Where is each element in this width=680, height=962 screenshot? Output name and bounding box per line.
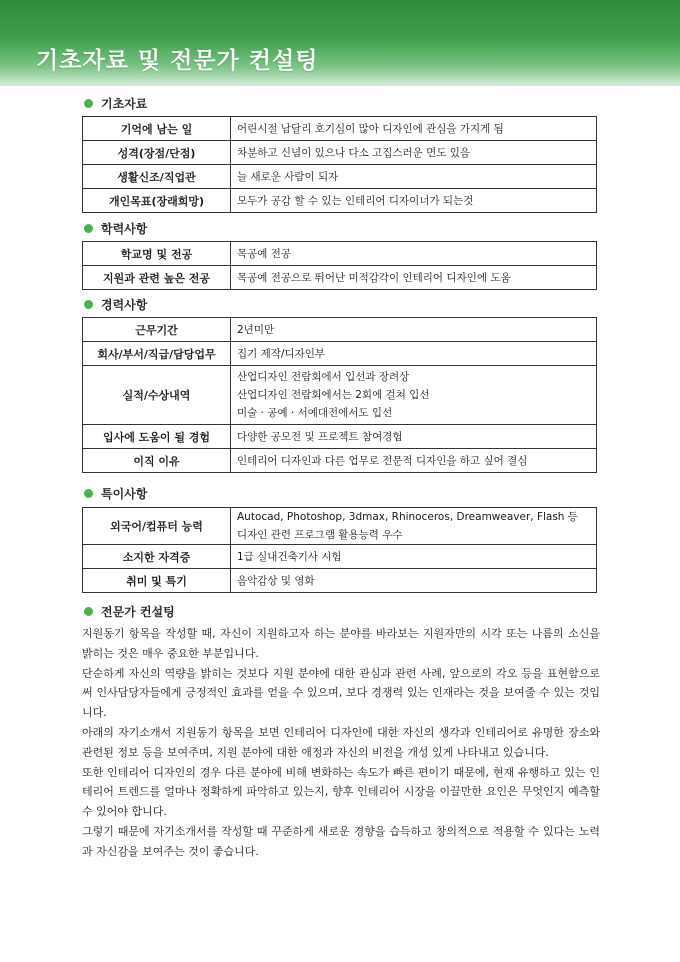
table-row <box>83 189 597 213</box>
row-value: 2년미만 <box>231 318 597 342</box>
row-label: 입사에 도움이 될 경험 <box>83 425 231 449</box>
row-label: 생활신조/직업관 <box>83 165 231 189</box>
table-row <box>83 342 597 366</box>
row-value: 늘 새로운 사람이 되자 <box>231 165 597 189</box>
table-row <box>83 545 597 569</box>
row-label: 개인목표(장래희망) <box>83 189 231 213</box>
row-label: 실적/수상내역 <box>83 366 231 425</box>
row-value: 차분하고 신념이 있으나 다소 고집스러운 면도 있음 <box>231 141 597 165</box>
career-table <box>82 317 597 473</box>
paragraph: 그렇기 때문에 자기소개서를 작성할 때 꾸준하게 새로운 경향을 습득하고 창의적으로 적용할 수 있다는 노력과 자신감을 보여주는 것이 좋습니다. <box>82 824 600 858</box>
row-label: 소지한 자격증 <box>83 545 231 569</box>
value-line: 디자인 관련 프로그램 활용능력 우수 <box>237 529 403 541</box>
row-label: 기억에 남는 일 <box>83 117 231 141</box>
row-value: 다양한 공모전 및 프로젝트 참여경험 <box>231 425 597 449</box>
row-value: 목공예 전공 <box>231 242 597 266</box>
value-line: 산업디자인 전람회에서는 2회에 걸쳐 입선 <box>237 389 430 401</box>
row-label: 학교명 및 전공 <box>83 242 231 266</box>
row-label: 성격(장점/단점) <box>83 141 231 165</box>
section-title: 경력사항 <box>101 297 148 312</box>
table-row <box>83 449 597 473</box>
row-label: 이직 이유 <box>83 449 231 473</box>
row-value: 음악감상 및 영화 <box>231 569 597 593</box>
paragraph: 지원동기 항목을 작성할 때, 자신이 지원하고자 하는 분야를 바라보는 지원자만의 시각 또는 나름의 소신을 밝히는 것은 매우 중요한 부분입니다. <box>82 627 600 660</box>
table-row <box>83 425 597 449</box>
row-value: 어린시절 남달리 호기심이 많아 디자인에 관심을 가지게 됨 <box>231 117 597 141</box>
section-heading-consulting <box>84 603 175 619</box>
table-row <box>83 318 597 342</box>
row-value: 목공예 전공으로 뛰어난 미적감각이 인테리어 디자인에 도움 <box>231 266 597 290</box>
row-value: 1급 실내건축기사 시험 <box>231 545 597 569</box>
bullet-icon <box>84 489 93 498</box>
row-value: 모두가 공감 할 수 있는 인테리어 디자이너가 되는것 <box>231 189 597 213</box>
consulting-text <box>82 624 600 862</box>
row-label: 회사/부서/직급/담당업무 <box>83 342 231 366</box>
table-row <box>83 165 597 189</box>
row-value: 인테리어 디자인과 다른 업무로 전문적 디자인을 하고 싶어 결심 <box>231 449 597 473</box>
table-row <box>83 141 597 165</box>
row-label: 지원과 관련 높은 전공 <box>83 266 231 290</box>
page-header <box>0 0 680 86</box>
row-label: 근무기간 <box>83 318 231 342</box>
bullet-icon <box>84 99 93 108</box>
section-title: 기초자료 <box>101 96 148 111</box>
section-title: 학력사항 <box>101 221 148 236</box>
page-title: 기초자료 및 전문가 컨설팅 <box>36 48 319 74</box>
row-label: 취미 및 특기 <box>83 569 231 593</box>
table-row <box>83 117 597 141</box>
section-heading-special <box>84 485 147 501</box>
education-table <box>82 241 597 290</box>
paragraph: 또한 인테리어 디자인의 경우 다른 분야에 비해 변화하는 속도가 빠른 편이기 때문에, 현재 유행하고 있는 인테리어 트렌드를 얼마나 정확하게 파악하고 있는지, 향후 인테리어 시장을 이끌만한 요인은 무엇인지 예측할 수 있어야 합니다. <box>82 765 600 819</box>
row-label: 외국어/컴퓨터 능력 <box>83 508 231 545</box>
special-table <box>82 507 597 593</box>
bullet-icon <box>84 224 93 233</box>
table-row <box>83 569 597 593</box>
bullet-icon <box>84 607 93 616</box>
bullet-icon <box>84 300 93 309</box>
table-row <box>83 366 597 425</box>
section-title: 특이사항 <box>101 486 148 501</box>
row-value <box>231 508 597 545</box>
paragraph: 단순하게 자신의 역량을 밝히는 것보다 지원 분야에 대한 관심과 관련 사례, 앞으로의 각오 등을 표현함으로써 인사담당자들에게 긍정적인 효과를 얻을 수 있으며, 보다 경쟁력 있는 인재라는 것을 보여줄 수 있는 것입니다. <box>82 666 600 720</box>
value-line: 미술 · 공예 · 서예대전에서도 입선 <box>237 407 393 419</box>
section-heading-career <box>84 296 147 312</box>
table-row <box>83 266 597 290</box>
paragraph: 아래의 자기소개서 지원동기 항목을 보면 인테리어 디자인에 대한 자신의 생각과 인테리어로 유명한 장소와 관련된 정보 등을 보여주며, 지원 분야에 대한 애정과 자신의 비전을 개성 있게 나타내고 있습니다. <box>82 725 600 759</box>
row-value: 집기 제작/디자인부 <box>231 342 597 366</box>
basic-info-table <box>82 116 597 213</box>
value-line: Autocad, Photoshop, 3dmax, Rhinoceros, Dreamweaver, Flash 등 <box>237 511 578 523</box>
section-title: 전문가 컨설팅 <box>101 604 175 619</box>
value-line: 산업디자인 전람회에서 입선과 장려상 <box>237 371 410 383</box>
table-row <box>83 508 597 545</box>
section-heading-basic <box>84 95 147 111</box>
row-value <box>231 366 597 425</box>
section-heading-education <box>84 220 147 236</box>
table-row <box>83 242 597 266</box>
